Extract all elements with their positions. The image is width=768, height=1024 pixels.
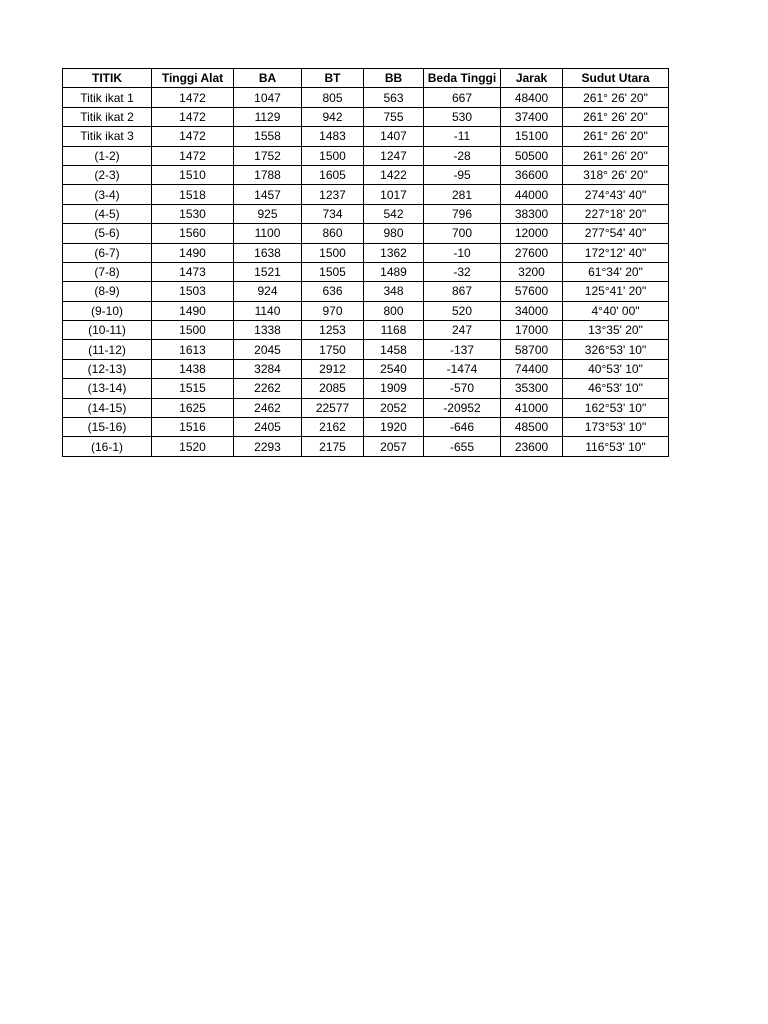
cell-jarak: 44000 bbox=[501, 185, 563, 204]
cell-sudut-utara: 318° 26' 20" bbox=[563, 165, 669, 184]
cell-beda-tinggi: 520 bbox=[424, 301, 501, 320]
header-tinggi-alat: Tinggi Alat bbox=[152, 69, 234, 88]
cell-titik: (12-13) bbox=[63, 359, 152, 378]
cell-sudut-utara: 277°54' 40" bbox=[563, 224, 669, 243]
cell-beda-tinggi: 796 bbox=[424, 204, 501, 223]
cell-ba: 2405 bbox=[234, 418, 302, 437]
cell-bb: 1247 bbox=[364, 146, 424, 165]
table-row bbox=[63, 379, 669, 398]
cell-sudut-utara: 261° 26' 20" bbox=[563, 88, 669, 107]
table-row bbox=[63, 301, 669, 320]
cell-ba: 1558 bbox=[234, 127, 302, 146]
cell-jarak: 50500 bbox=[501, 146, 563, 165]
cell-jarak: 23600 bbox=[501, 437, 563, 456]
cell-jarak: 36600 bbox=[501, 165, 563, 184]
header-row bbox=[63, 69, 669, 88]
cell-ba: 1047 bbox=[234, 88, 302, 107]
cell-jarak: 34000 bbox=[501, 301, 563, 320]
cell-jarak: 57600 bbox=[501, 282, 563, 301]
header-bb: BB bbox=[364, 69, 424, 88]
cell-jarak: 58700 bbox=[501, 340, 563, 359]
cell-bb: 2052 bbox=[364, 398, 424, 417]
cell-bb: 1458 bbox=[364, 340, 424, 359]
cell-jarak: 17000 bbox=[501, 321, 563, 340]
table-row bbox=[63, 165, 669, 184]
cell-sudut-utara: 4°40' 00" bbox=[563, 301, 669, 320]
cell-sudut-utara: 125°41' 20" bbox=[563, 282, 669, 301]
table-row bbox=[63, 185, 669, 204]
cell-tinggi-alat: 1472 bbox=[152, 107, 234, 126]
cell-beda-tinggi: -10 bbox=[424, 243, 501, 262]
cell-tinggi-alat: 1625 bbox=[152, 398, 234, 417]
cell-sudut-utara: 40°53' 10" bbox=[563, 359, 669, 378]
cell-jarak: 48400 bbox=[501, 88, 563, 107]
table-row bbox=[63, 88, 669, 107]
cell-ba: 1457 bbox=[234, 185, 302, 204]
cell-bb: 755 bbox=[364, 107, 424, 126]
cell-beda-tinggi: -137 bbox=[424, 340, 501, 359]
cell-titik: Titik ikat 1 bbox=[63, 88, 152, 107]
cell-tinggi-alat: 1438 bbox=[152, 359, 234, 378]
cell-bb: 2540 bbox=[364, 359, 424, 378]
cell-bb: 1422 bbox=[364, 165, 424, 184]
cell-tinggi-alat: 1490 bbox=[152, 243, 234, 262]
table-row bbox=[63, 437, 669, 456]
cell-bt: 1500 bbox=[302, 146, 364, 165]
cell-bb: 542 bbox=[364, 204, 424, 223]
cell-titik: (5-6) bbox=[63, 224, 152, 243]
cell-ba: 2262 bbox=[234, 379, 302, 398]
cell-beda-tinggi: -570 bbox=[424, 379, 501, 398]
cell-bt: 970 bbox=[302, 301, 364, 320]
cell-tinggi-alat: 1510 bbox=[152, 165, 234, 184]
cell-bt: 1750 bbox=[302, 340, 364, 359]
cell-beda-tinggi: 530 bbox=[424, 107, 501, 126]
cell-titik: (15-16) bbox=[63, 418, 152, 437]
cell-jarak: 27600 bbox=[501, 243, 563, 262]
cell-tinggi-alat: 1530 bbox=[152, 204, 234, 223]
cell-sudut-utara: 261° 26' 20" bbox=[563, 127, 669, 146]
table-body bbox=[63, 88, 669, 456]
cell-bb: 1489 bbox=[364, 262, 424, 281]
cell-bt: 1237 bbox=[302, 185, 364, 204]
cell-ba: 3284 bbox=[234, 359, 302, 378]
cell-sudut-utara: 46°53' 10" bbox=[563, 379, 669, 398]
cell-sudut-utara: 173°53' 10" bbox=[563, 418, 669, 437]
cell-titik: Titik ikat 2 bbox=[63, 107, 152, 126]
header-bt: BT bbox=[302, 69, 364, 88]
cell-titik: (8-9) bbox=[63, 282, 152, 301]
cell-bb: 1017 bbox=[364, 185, 424, 204]
cell-sudut-utara: 227°18' 20" bbox=[563, 204, 669, 223]
cell-ba: 1100 bbox=[234, 224, 302, 243]
cell-bb: 1407 bbox=[364, 127, 424, 146]
table-header bbox=[63, 69, 669, 88]
table-row bbox=[63, 398, 669, 417]
cell-bt: 1500 bbox=[302, 243, 364, 262]
cell-beda-tinggi: 281 bbox=[424, 185, 501, 204]
cell-titik: (6-7) bbox=[63, 243, 152, 262]
cell-bb: 348 bbox=[364, 282, 424, 301]
cell-tinggi-alat: 1500 bbox=[152, 321, 234, 340]
cell-titik: (14-15) bbox=[63, 398, 152, 417]
cell-ba: 1521 bbox=[234, 262, 302, 281]
cell-bb: 1920 bbox=[364, 418, 424, 437]
cell-jarak: 48500 bbox=[501, 418, 563, 437]
cell-ba: 1140 bbox=[234, 301, 302, 320]
cell-bt: 1605 bbox=[302, 165, 364, 184]
cell-tinggi-alat: 1472 bbox=[152, 127, 234, 146]
table-row bbox=[63, 224, 669, 243]
cell-bt: 2162 bbox=[302, 418, 364, 437]
cell-bt: 805 bbox=[302, 88, 364, 107]
cell-titik: (16-1) bbox=[63, 437, 152, 456]
cell-jarak: 15100 bbox=[501, 127, 563, 146]
table-row bbox=[63, 418, 669, 437]
cell-beda-tinggi: -20952 bbox=[424, 398, 501, 417]
cell-tinggi-alat: 1516 bbox=[152, 418, 234, 437]
cell-titik: (1-2) bbox=[63, 146, 152, 165]
table-row bbox=[63, 127, 669, 146]
cell-titik: (11-12) bbox=[63, 340, 152, 359]
cell-beda-tinggi: -646 bbox=[424, 418, 501, 437]
cell-jarak: 41000 bbox=[501, 398, 563, 417]
cell-titik: (13-14) bbox=[63, 379, 152, 398]
cell-tinggi-alat: 1472 bbox=[152, 88, 234, 107]
cell-sudut-utara: 326°53' 10" bbox=[563, 340, 669, 359]
table-row bbox=[63, 243, 669, 262]
cell-bt: 22577 bbox=[302, 398, 364, 417]
cell-bt: 2912 bbox=[302, 359, 364, 378]
cell-sudut-utara: 261° 26' 20" bbox=[563, 107, 669, 126]
cell-titik: (3-4) bbox=[63, 185, 152, 204]
cell-tinggi-alat: 1560 bbox=[152, 224, 234, 243]
cell-ba: 924 bbox=[234, 282, 302, 301]
cell-bb: 800 bbox=[364, 301, 424, 320]
cell-jarak: 74400 bbox=[501, 359, 563, 378]
cell-bt: 734 bbox=[302, 204, 364, 223]
cell-jarak: 12000 bbox=[501, 224, 563, 243]
header-ba: BA bbox=[234, 69, 302, 88]
cell-titik: (9-10) bbox=[63, 301, 152, 320]
cell-beda-tinggi: 667 bbox=[424, 88, 501, 107]
cell-titik: (4-5) bbox=[63, 204, 152, 223]
table-row bbox=[63, 146, 669, 165]
survey-table bbox=[62, 68, 669, 457]
cell-ba: 1788 bbox=[234, 165, 302, 184]
cell-tinggi-alat: 1490 bbox=[152, 301, 234, 320]
cell-ba: 2293 bbox=[234, 437, 302, 456]
cell-bb: 2057 bbox=[364, 437, 424, 456]
cell-jarak: 3200 bbox=[501, 262, 563, 281]
cell-ba: 1638 bbox=[234, 243, 302, 262]
cell-sudut-utara: 13°35' 20" bbox=[563, 321, 669, 340]
table-row bbox=[63, 107, 669, 126]
cell-tinggi-alat: 1515 bbox=[152, 379, 234, 398]
header-titik: TITIK bbox=[63, 69, 152, 88]
cell-bb: 1362 bbox=[364, 243, 424, 262]
cell-beda-tinggi: 700 bbox=[424, 224, 501, 243]
cell-ba: 1752 bbox=[234, 146, 302, 165]
cell-beda-tinggi: -1474 bbox=[424, 359, 501, 378]
cell-titik: Titik ikat 3 bbox=[63, 127, 152, 146]
cell-jarak: 38300 bbox=[501, 204, 563, 223]
cell-ba: 925 bbox=[234, 204, 302, 223]
cell-sudut-utara: 261° 26' 20" bbox=[563, 146, 669, 165]
cell-titik: (10-11) bbox=[63, 321, 152, 340]
cell-sudut-utara: 61°34' 20" bbox=[563, 262, 669, 281]
cell-ba: 1338 bbox=[234, 321, 302, 340]
cell-jarak: 35300 bbox=[501, 379, 563, 398]
cell-bb: 563 bbox=[364, 88, 424, 107]
cell-beda-tinggi: 867 bbox=[424, 282, 501, 301]
table-row bbox=[63, 282, 669, 301]
cell-sudut-utara: 274°43' 40" bbox=[563, 185, 669, 204]
cell-bt: 1253 bbox=[302, 321, 364, 340]
cell-sudut-utara: 162°53' 10" bbox=[563, 398, 669, 417]
cell-bt: 1483 bbox=[302, 127, 364, 146]
header-sudut-utara: Sudut Utara bbox=[563, 69, 669, 88]
cell-tinggi-alat: 1520 bbox=[152, 437, 234, 456]
cell-jarak: 37400 bbox=[501, 107, 563, 126]
cell-beda-tinggi: -32 bbox=[424, 262, 501, 281]
cell-ba: 2045 bbox=[234, 340, 302, 359]
cell-bt: 2085 bbox=[302, 379, 364, 398]
cell-beda-tinggi: -28 bbox=[424, 146, 501, 165]
cell-titik: (2-3) bbox=[63, 165, 152, 184]
header-jarak: Jarak bbox=[501, 69, 563, 88]
cell-sudut-utara: 172°12' 40" bbox=[563, 243, 669, 262]
cell-beda-tinggi: -655 bbox=[424, 437, 501, 456]
cell-bb: 1168 bbox=[364, 321, 424, 340]
cell-beda-tinggi: -95 bbox=[424, 165, 501, 184]
header-beda-tinggi: Beda Tinggi bbox=[424, 69, 501, 88]
cell-bb: 1909 bbox=[364, 379, 424, 398]
table-row bbox=[63, 321, 669, 340]
table-row bbox=[63, 204, 669, 223]
cell-beda-tinggi: -11 bbox=[424, 127, 501, 146]
cell-bt: 2175 bbox=[302, 437, 364, 456]
cell-bt: 1505 bbox=[302, 262, 364, 281]
cell-sudut-utara: 116°53' 10" bbox=[563, 437, 669, 456]
table-row bbox=[63, 359, 669, 378]
cell-tinggi-alat: 1473 bbox=[152, 262, 234, 281]
cell-bt: 942 bbox=[302, 107, 364, 126]
cell-beda-tinggi: 247 bbox=[424, 321, 501, 340]
cell-bt: 860 bbox=[302, 224, 364, 243]
cell-tinggi-alat: 1472 bbox=[152, 146, 234, 165]
table-row bbox=[63, 262, 669, 281]
table-row bbox=[63, 340, 669, 359]
cell-tinggi-alat: 1613 bbox=[152, 340, 234, 359]
cell-tinggi-alat: 1503 bbox=[152, 282, 234, 301]
cell-bb: 980 bbox=[364, 224, 424, 243]
cell-titik: (7-8) bbox=[63, 262, 152, 281]
cell-tinggi-alat: 1518 bbox=[152, 185, 234, 204]
cell-bt: 636 bbox=[302, 282, 364, 301]
cell-ba: 2462 bbox=[234, 398, 302, 417]
cell-ba: 1129 bbox=[234, 107, 302, 126]
